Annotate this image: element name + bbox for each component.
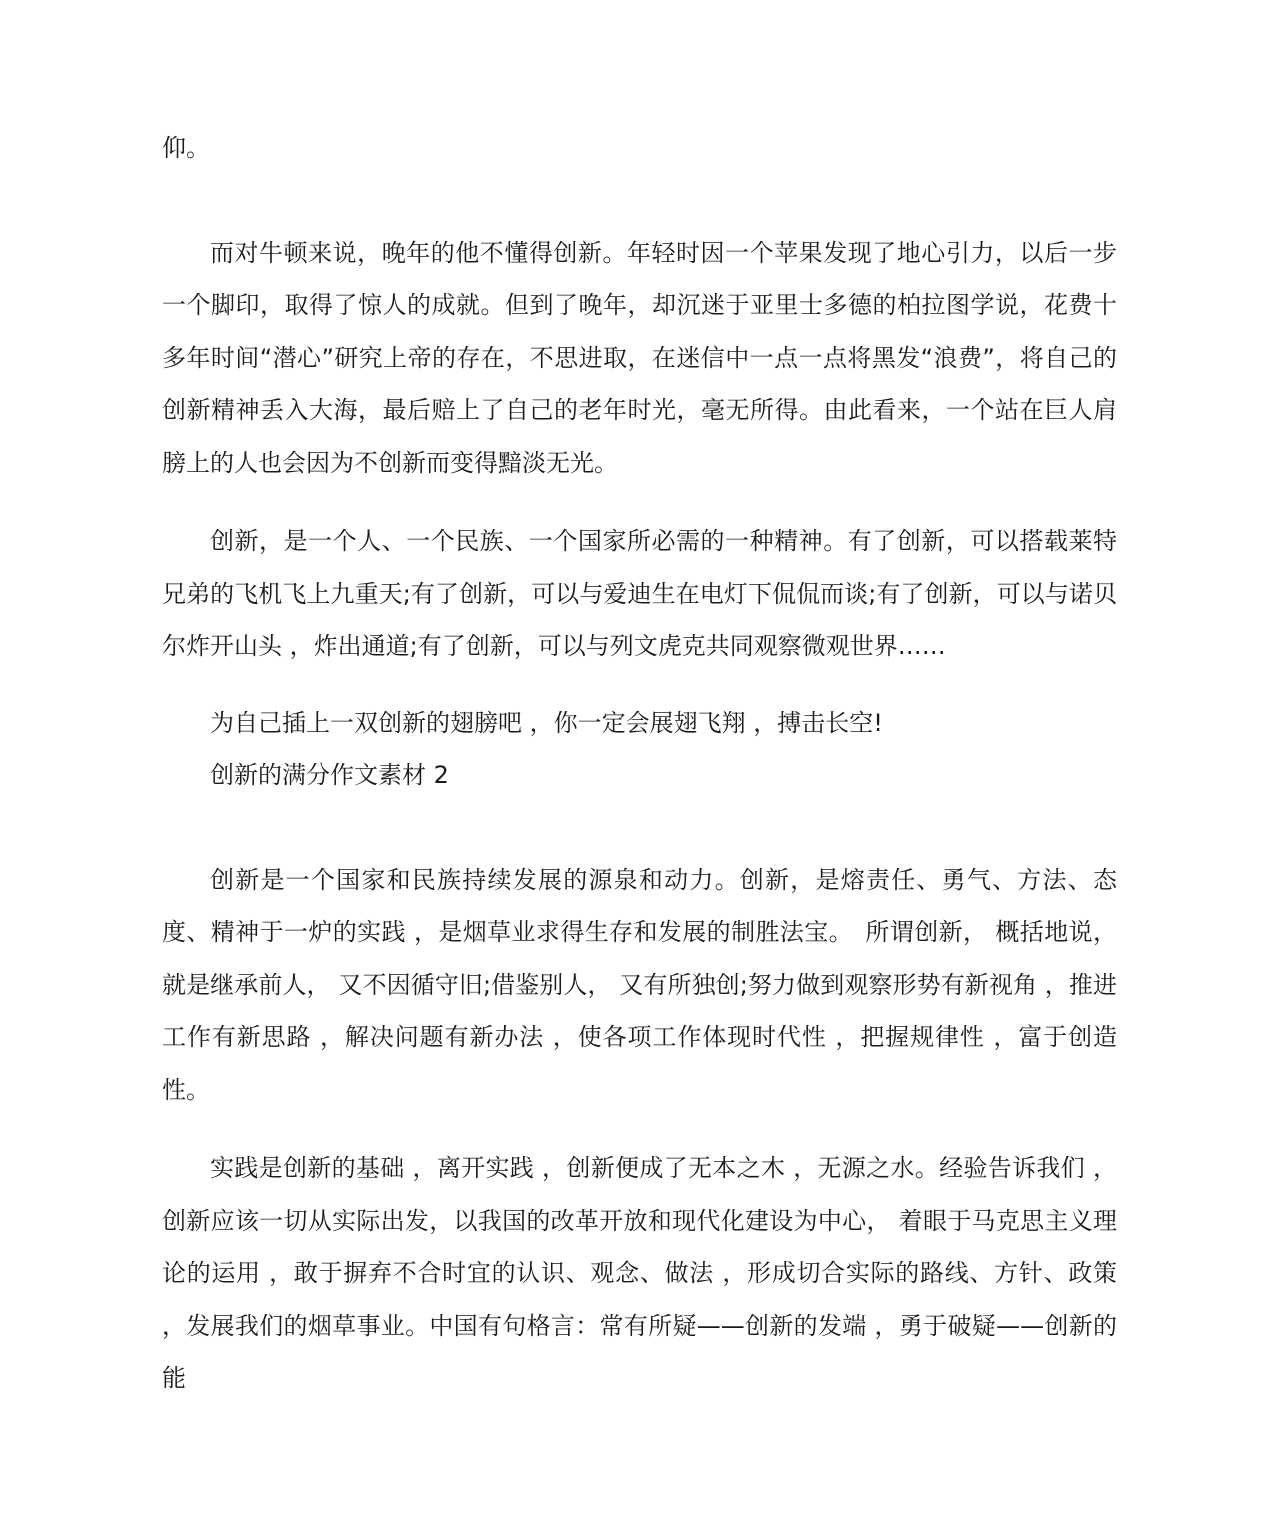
section-heading: 创新的满分作文素材 2 xyxy=(210,761,449,789)
paragraph-innovation-spirit: 创新，是一个人、一个民族、一个国家所必需的一种精神。有了创新，可以搭载莱特兄弟的飞机飞上九重天;有了创新，可以与爱迪生在电灯下侃侃而谈;有了创新，可以与诺贝尔炸开山头 ，炸出通道;有了创新，可以与列文虎克共同观察微观世界…… xyxy=(162,527,1117,660)
paragraph-practice: 实践是创新的基础 ，离开实践 ，创新便成了无本之木 ，无源之水。经验告诉我们 ，创新应该一切从实际出发，以我国的改革开放和现代化建设为中心， 着眼于马克思主义理论的运用 ，敢于摒弃不合时宜的认识、观念、做法 ，形成切合实际的路线、方针、政策 ，发展我们的烟草事业。中国有句格言：常有所疑——创新的发端 ，勇于破疑——创新的能 xyxy=(162,1154,1117,1392)
document-page xyxy=(162,122,1117,1405)
paragraph-newton: 而对牛顿来说，晚年的他不懂得创新。年轻时因一个苹果发现了地心引力，以后一步一个脚印，取得了惊人的成就。但到了晚年，却沉迷于亚里士多德的柏拉图学说，花费十多年时间“潜心”研究上帝的存在，不思进取，在迷信中一点一点将黑发“浪费”，将自己的创新精神丢入大海，最后赔上了自己的老年时光，毫无所得。由此看来，一个站在巨人肩膀上的人也会因为不创新而变得黯淡无光。 xyxy=(162,238,1117,477)
paragraph-continuation: 仰。 xyxy=(162,134,210,162)
paragraph-nation-innovation: 创新是一个国家和民族持续发展的源泉和动力。创新，是熔责任、勇气、方法、态度、精神于一炉的实践 ，是烟草业求得生存和发展的制胜法宝。 所谓创新， 概括地说，就是继承前人， 又不因循守旧;借鉴别人， 又有所独创;努力做到观察形势有新视角 ，推进工作有新思路 ，解决问题有新办法 ，使各项工作体现时代性 ，把握规律性 ，富于创造性。 xyxy=(162,865,1117,1104)
paragraph-wings: 为自己插上一双创新的翅膀吧 ，你一定会展翅飞翔 ，搏击长空! xyxy=(210,708,883,737)
